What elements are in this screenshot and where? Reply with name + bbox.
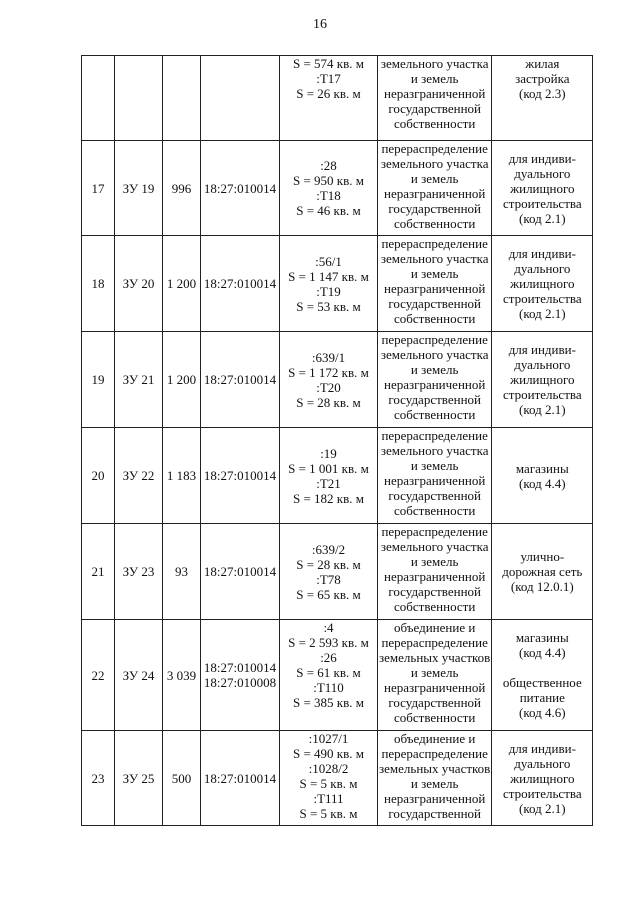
formation-method-cell-line: собственности [393, 710, 476, 725]
row-number-cell: 20 [82, 428, 115, 524]
permitted-use-cell-line: (код 2.1) [519, 402, 566, 417]
cadastral-quarter-cell [201, 524, 280, 620]
formation-method-cell-line: собственности [393, 116, 476, 131]
cadastral-quarter-cell [201, 428, 280, 524]
source-parcels-cell-line: :19 [320, 445, 337, 461]
cadastral-quarter-cell-line: 18:27:010014 [203, 660, 277, 675]
formation-method-cell [378, 620, 492, 731]
source-parcels-cell-line: S = 385 кв. м [293, 695, 364, 710]
table-row [82, 731, 593, 826]
formation-method-cell-line: перераспределение [381, 746, 488, 761]
table-row [82, 332, 593, 428]
row-number-cell: 21 [82, 524, 115, 620]
formation-method-cell [378, 236, 492, 332]
formation-method-cell-line: неразграниченной [383, 680, 486, 695]
cadastral-quarter-cell-line: 18:27:010014 [203, 770, 277, 786]
source-parcels-cell [280, 332, 378, 428]
source-parcels-cell-line: S = 46 кв. м [296, 203, 361, 218]
formation-method-cell-line: и земель [410, 362, 459, 377]
source-parcels-cell-line: S = 182 кв. м [293, 490, 364, 506]
cadastral-quarter-cell-line: 18:27:010008 [203, 675, 277, 690]
source-parcels-cell [280, 428, 378, 524]
cadastral-quarter-cell [201, 56, 280, 141]
source-parcels-cell-line: S = 5 кв. м [299, 776, 358, 791]
source-parcels-cell-line: :T78 [316, 571, 341, 587]
permitted-use-cell-line: застройка [515, 71, 570, 86]
permitted-use-cell-line: (код 12.0.1) [510, 579, 574, 594]
formation-method-cell-line: неразграниченной [383, 86, 486, 101]
formation-method-cell-line: государственной [388, 296, 481, 311]
permitted-use-cell-line: улично- [520, 549, 565, 564]
formation-method-cell-line: и земель [410, 71, 459, 86]
row-number-cell: 22 [82, 620, 115, 731]
permitted-use-cell [492, 236, 593, 332]
source-parcels-cell [280, 620, 378, 731]
formation-method-cell-line: неразграниченной [383, 569, 486, 584]
source-parcels-cell-line: :T17 [316, 71, 341, 86]
formation-method-cell-line: собственности [393, 599, 476, 614]
parcel-id-cell: ЗУ 25 [115, 731, 163, 826]
cadastral-quarter-cell [201, 620, 280, 731]
permitted-use-cell-line: дуального [514, 357, 571, 372]
source-parcels-cell-line: :56/1 [315, 253, 342, 269]
formation-method-cell-line: объединение и [394, 731, 476, 746]
area-cell: 996 [163, 141, 201, 236]
source-parcels-cell-line: S = 1 172 кв. м [288, 364, 369, 380]
formation-method-cell-line: неразграниченной [383, 281, 486, 296]
permitted-use-cell-line: дуального [514, 261, 571, 276]
permitted-use-cell-line: для индиви- [508, 246, 576, 261]
cadastral-quarter-cell-line: 18:27:010014 [203, 372, 277, 387]
area-cell: 1 183 [163, 428, 201, 524]
formation-method-cell-line: перераспределение [381, 236, 488, 251]
formation-method-cell-line: государственной [388, 695, 481, 710]
area-cell: 3 039 [163, 620, 201, 731]
permitted-use-cell [492, 524, 593, 620]
formation-method-cell-line: земельного участка [380, 156, 489, 171]
source-parcels-cell-line: :4 [323, 620, 334, 635]
parcel-id-cell: ЗУ 22 [115, 428, 163, 524]
formation-method-cell-line: земельного участка [380, 443, 489, 458]
source-parcels-cell-line: :T111 [313, 791, 344, 806]
area-cell: 93 [163, 524, 201, 620]
formation-method-cell-line: и земель [410, 266, 459, 281]
cadastral-quarter-cell [201, 332, 280, 428]
source-parcels-cell-line: S = 2 593 кв. м [288, 635, 369, 650]
permitted-use-cell-line: дуального [514, 755, 571, 771]
permitted-use-cell-line: (код 4.4) [519, 475, 566, 491]
formation-method-cell-line: государственной [388, 392, 481, 407]
formation-method-cell [378, 332, 492, 428]
parcel-id-cell: ЗУ 21 [115, 332, 163, 428]
cadastral-quarter-cell [201, 236, 280, 332]
permitted-use-cell-line: жилищного [510, 276, 575, 291]
table-row [82, 428, 593, 524]
page-number: 16 [313, 17, 327, 32]
formation-method-cell-line: земельного участка [380, 56, 489, 71]
permitted-use-cell-line: (код 2.3) [519, 86, 566, 101]
parcel-id-cell: ЗУ 24 [115, 620, 163, 731]
permitted-use-cell [492, 332, 593, 428]
source-parcels-cell-line: :T110 [313, 680, 344, 695]
formation-method-cell [378, 524, 492, 620]
source-parcels-cell-line: S = 28 кв. м [296, 556, 361, 572]
formation-method-cell [378, 731, 492, 826]
source-parcels-cell-line: :T19 [316, 283, 341, 299]
formation-method-cell-line: объединение и [394, 620, 476, 635]
permitted-use-cell-line [493, 660, 591, 675]
source-parcels-cell-line: S = 950 кв. м [293, 173, 364, 188]
source-parcels-cell-line: S = 65 кв. м [296, 586, 361, 602]
formation-method-cell-line: государственной [388, 101, 481, 116]
formation-method-cell [378, 56, 492, 141]
source-parcels-cell [280, 141, 378, 236]
formation-method-cell-line: и земель [410, 554, 459, 569]
permitted-use-cell-line: строительства [503, 785, 582, 801]
row-number-cell: 19 [82, 332, 115, 428]
permitted-use-cell [492, 56, 593, 141]
permitted-use-cell-line: магазины [515, 630, 569, 645]
source-parcels-cell-line: :26 [320, 650, 337, 665]
table-row [82, 236, 593, 332]
formation-method-cell-line: неразграниченной [383, 473, 486, 488]
formation-method-cell-line: неразграниченной [383, 791, 486, 806]
parcel-id-cell: ЗУ 20 [115, 236, 163, 332]
formation-method-cell-line: государственной [388, 584, 481, 599]
parcel-id-cell: ЗУ 19 [115, 141, 163, 236]
formation-method-cell [378, 141, 492, 236]
formation-method-cell-line: собственности [393, 311, 476, 326]
source-parcels-cell-line: S = 26 кв. м [296, 86, 361, 101]
formation-method-cell-line: перераспределение [381, 428, 488, 443]
source-parcels-cell-line: S = 28 кв. м [296, 394, 361, 410]
permitted-use-cell-line: питание [519, 690, 565, 705]
permitted-use-cell [492, 141, 593, 236]
formation-method-cell-line: и земель [410, 458, 459, 473]
permitted-use-cell-line: жилищного [510, 770, 575, 786]
formation-method-cell-line: государственной [388, 201, 481, 216]
permitted-use-cell-line: (код 2.1) [519, 210, 566, 226]
formation-method-cell-line: перераспределение [381, 332, 488, 347]
formation-method-cell-line: собственности [393, 503, 476, 518]
formation-method-cell-line: земельного участка [380, 539, 489, 554]
permitted-use-cell-line: жилищного [510, 180, 575, 196]
source-parcels-cell-line: S = 490 кв. м [293, 746, 364, 761]
formation-method-cell-line: перераспределение [381, 524, 488, 539]
formation-method-cell-line: земельного участка [380, 251, 489, 266]
source-parcels-cell-line: :T18 [316, 188, 341, 203]
cadastral-quarter-cell-line: 18:27:010014 [203, 468, 277, 483]
permitted-use-cell-line: строительства [503, 387, 582, 402]
permitted-use-cell-line: дуального [514, 165, 571, 181]
table-row [82, 524, 593, 620]
permitted-use-cell [492, 620, 593, 731]
land-parcels-table [81, 55, 593, 826]
permitted-use-cell-line: строительства [503, 195, 582, 211]
formation-method-cell [378, 428, 492, 524]
source-parcels-cell-line: :28 [320, 158, 337, 173]
row-number-cell [82, 56, 115, 141]
formation-method-cell-line: собственности [393, 407, 476, 422]
table-row [82, 56, 593, 141]
source-parcels-cell-line: S = 61 кв. м [296, 665, 361, 680]
formation-method-cell-line: земельных участков [379, 761, 491, 776]
permitted-use-cell-line: (код 4.6) [519, 705, 566, 720]
permitted-use-cell-line: жилищного [510, 372, 575, 387]
permitted-use-cell-line: (код 2.1) [519, 800, 566, 816]
source-parcels-cell [280, 731, 378, 826]
permitted-use-cell-line: для индиви- [508, 150, 576, 166]
parcel-id-cell [115, 56, 163, 141]
formation-method-cell-line: перераспределение [381, 635, 488, 650]
source-parcels-cell-line: S = 5 кв. м [299, 806, 358, 821]
formation-method-cell-line: земельного участка [380, 347, 489, 362]
table-row [82, 141, 593, 236]
formation-method-cell-line: земельных участков [379, 650, 491, 665]
area-cell: 500 [163, 731, 201, 826]
formation-method-cell-line: и земель [410, 171, 459, 186]
source-parcels-cell-line: S = 1 147 кв. м [288, 268, 369, 284]
source-parcels-cell-line: :1028/2 [308, 761, 349, 776]
cadastral-quarter-cell [201, 731, 280, 826]
cadastral-quarter-cell [201, 141, 280, 236]
area-cell [163, 56, 201, 141]
permitted-use-cell-line: строительства [503, 291, 582, 306]
source-parcels-cell [280, 236, 378, 332]
permitted-use-cell-line: магазины [515, 460, 569, 476]
cadastral-quarter-cell-line: 18:27:010014 [203, 180, 277, 196]
area-cell: 1 200 [163, 332, 201, 428]
source-parcels-cell-line: S = 53 кв. м [296, 298, 361, 314]
permitted-use-cell-line: (код 2.1) [519, 306, 566, 321]
permitted-use-cell-line: дорожная сеть [502, 564, 583, 579]
source-parcels-cell-line: S = 1 001 кв. м [288, 460, 369, 476]
source-parcels-cell-line: :1027/1 [308, 731, 349, 746]
row-number-cell: 23 [82, 731, 115, 826]
source-parcels-cell [280, 56, 378, 141]
formation-method-cell-line: собственности [393, 216, 476, 231]
parcel-id-cell: ЗУ 23 [115, 524, 163, 620]
formation-method-cell-line: и земель [410, 665, 459, 680]
permitted-use-cell-line: жилая [525, 56, 560, 71]
cadastral-quarter-cell-line: 18:27:010014 [203, 276, 277, 291]
permitted-use-cell-line: общественное [502, 675, 582, 690]
source-parcels-cell-line: :639/2 [311, 541, 346, 557]
cadastral-quarter-cell-line: 18:27:010014 [203, 564, 277, 579]
area-cell: 1 200 [163, 236, 201, 332]
formation-method-cell-line: неразграниченной [383, 377, 486, 392]
permitted-use-cell-line: для индиви- [508, 740, 576, 756]
formation-method-cell-line: перераспределение [381, 141, 488, 156]
source-parcels-cell-line: S = 574 кв. м [293, 56, 364, 71]
permitted-use-cell-line: для индиви- [508, 342, 576, 357]
permitted-use-cell-line: (код 4.4) [519, 645, 566, 660]
row-number-cell: 18 [82, 236, 115, 332]
source-parcels-cell [280, 524, 378, 620]
permitted-use-cell [492, 428, 593, 524]
source-parcels-cell-line: :T20 [316, 379, 341, 395]
table-row [82, 620, 593, 731]
formation-method-cell-line: неразграниченной [383, 186, 486, 201]
source-parcels-cell-line: :639/1 [311, 349, 346, 365]
formation-method-cell-line: государственной [388, 488, 481, 503]
table-body [82, 56, 593, 826]
formation-method-cell-line: государственной [388, 806, 481, 821]
source-parcels-cell-line: :T21 [316, 475, 341, 491]
formation-method-cell-line: и земель [410, 776, 459, 791]
row-number-cell: 17 [82, 141, 115, 236]
permitted-use-cell [492, 731, 593, 826]
